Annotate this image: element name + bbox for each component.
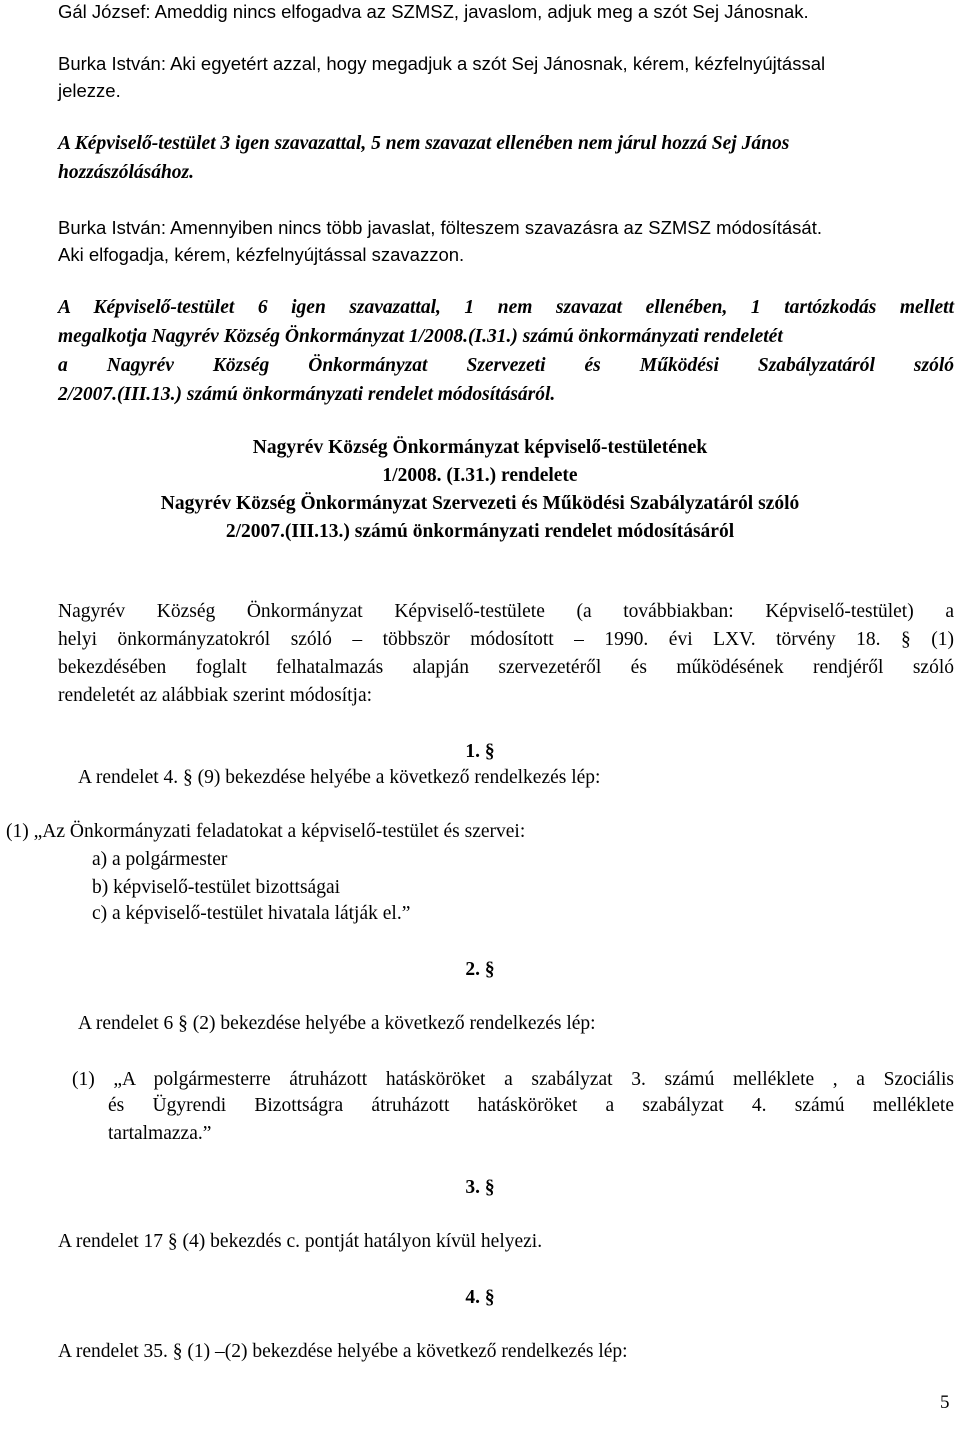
- section-2-intro: A rendelet 6 § (2) bekezdése helyébe a következő rendelkezés lép:: [78, 1013, 596, 1034]
- section-4-intro: A rendelet 35. § (1) –(2) bekezdése helyébe a következő rendelkezés lép:: [58, 1341, 628, 1362]
- ordinance-title-line-3: Nagyrév Község Önkormányzat Szervezeti és Működési Szabályzatáról szóló: [160, 493, 800, 514]
- decision-2-line-1: A Képviselő-testület 6 igen szavazattal, 1 nem szavazat ellenében, 1 tartózkodás mellett: [58, 297, 954, 318]
- debate-burka-line-2: jelezze.: [58, 80, 121, 101]
- section-1-item-c: c) a képviselő-testület hivatala látják el.”: [92, 903, 411, 924]
- ordinance-title-line-1: Nagyrév Község Önkormányzat képviselő-testületének: [252, 437, 708, 458]
- debate-burka-vote-line-2: Aki elfogadja, kérem, kézfelnyújtással szavazzon.: [58, 244, 465, 265]
- section-2-item-line-3: tartalmazza.”: [108, 1123, 212, 1144]
- section-2-heading: 2. §: [465, 959, 495, 980]
- page-number: 5: [940, 1392, 950, 1413]
- preamble-line-3: bekezdésében foglalt felhatalmazás alapján szervezetéről és működésének rendjéről szóló: [58, 657, 954, 678]
- decision-1-line-2: hozzászólásához.: [58, 162, 195, 183]
- section-2-item-line-1: (1) „A polgármesterre átruházott hatásköröket a szabályzat 3. számú melléklete , a Szociális: [72, 1069, 954, 1090]
- section-1-intro: A rendelet 4. § (9) bekezdése helyébe a következő rendelkezés lép:: [78, 767, 601, 788]
- decision-2-line-2: megalkotja Nagyrév Község Önkormányzat 1/2008.(I.31.) számú önkormányzati rendeletét: [58, 326, 783, 347]
- section-2-item-line-2: és Ügyrendi Bizottságra átruházott hatásköröket a szabályzat 4. számú melléklete: [108, 1095, 954, 1116]
- section-3-intro: A rendelet 17 § (4) bekezdés c. pontját hatályon kívül helyezi.: [58, 1231, 543, 1252]
- decision-2-line-4: 2/2007.(III.13.) számú önkormányzati rendelet módosításáról.: [58, 384, 556, 405]
- section-1-item: (1) „Az Önkormányzati feladatokat a képviselő-testület és szervei:: [6, 821, 526, 842]
- section-3-heading: 3. §: [465, 1177, 495, 1198]
- decision-1-line-1: A Képviselő-testület 3 igen szavazattal, 5 nem szavazat ellenében nem járul hozzá Sej János: [58, 133, 790, 154]
- ordinance-title-line-2: 1/2008. (I.31.) rendelete: [382, 465, 578, 486]
- preamble-line-1: Nagyrév Község Önkormányzat Képviselő-testülete (a továbbiakban: Képviselő-testület) a: [58, 601, 954, 622]
- debate-burka-vote-line-1: Burka István: Amennyiben nincs több javaslat, fölteszem szavazásra az SZMSZ módosítását.: [58, 217, 822, 238]
- debate-burka-line-1: Burka István: Aki egyetért azzal, hogy megadjuk a szót Sej Jánosnak, kérem, kézfelnyújtással: [58, 53, 826, 74]
- ordinance-title-line-4: 2/2007.(III.13.) számú önkormányzati rendelet módosításáról: [225, 521, 735, 542]
- section-1-item-b: b) képviselő-testület bizottságai: [92, 877, 341, 898]
- debate-gal-line: Gál József: Ameddig nincs elfogadva az SZMSZ, javaslom, adjuk meg a szót Sej Jánosnak.: [58, 1, 809, 22]
- preamble-line-2: helyi önkormányzatokról szóló – többször módosított – 1990. évi LXV. törvény 18. § (1): [58, 629, 954, 650]
- section-4-heading: 4. §: [465, 1287, 495, 1308]
- decision-2-line-3: a Nagyrév Község Önkormányzat Szervezeti és Működési Szabályzatáról szóló: [58, 355, 954, 376]
- preamble-line-4: rendeletét az alábbiak szerint módosítja:: [58, 685, 373, 706]
- section-1-heading: 1. §: [465, 741, 495, 762]
- section-1-item-a: a) a polgármester: [92, 849, 228, 870]
